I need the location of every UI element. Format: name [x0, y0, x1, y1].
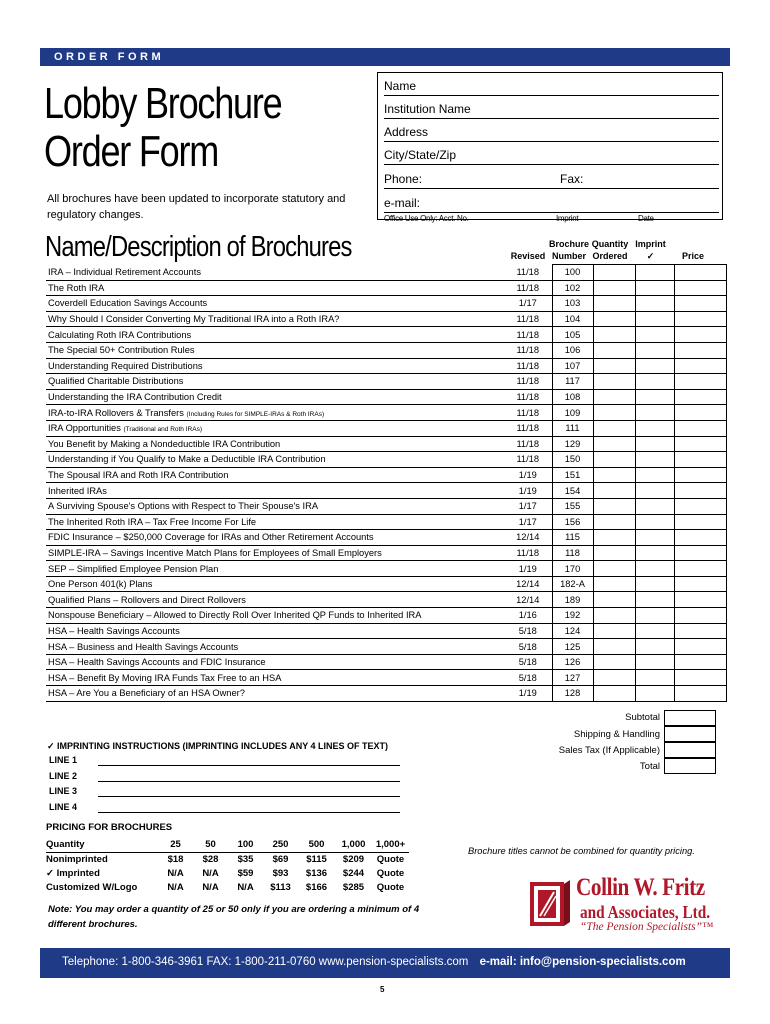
- table-row: [46, 374, 726, 390]
- price-cell[interactable]: [674, 405, 726, 421]
- logo-name-line1: Collin W. Fritz: [576, 874, 705, 901]
- brochure-number-cell: 170: [552, 561, 593, 577]
- brochure-number-cell: 115: [552, 530, 593, 546]
- revised-cell: 1/17: [504, 296, 552, 312]
- brochure-name: The Special 50+ Contribution Rules: [46, 342, 504, 358]
- price-cell[interactable]: [674, 623, 726, 639]
- contact-box: [377, 72, 723, 223]
- price-cell[interactable]: [674, 592, 726, 608]
- brochure-name: IRA-to-IRA Rollovers & Transfers (Including Rules for SIMPLE-IRAs & Roth IRAs): [46, 405, 504, 421]
- imprint-cell[interactable]: [635, 467, 674, 483]
- brochure-name: HSA – Are You a Beneficiary of an HSA Owner?: [46, 686, 504, 702]
- date-label: Date: [638, 214, 654, 223]
- imprint-line-field[interactable]: [98, 787, 400, 797]
- revised-cell: 5/18: [504, 654, 552, 670]
- price-cell[interactable]: [674, 280, 726, 296]
- table-row: [46, 670, 726, 686]
- brochure-table: [46, 264, 727, 702]
- brochure-name: HSA – Benefit By Moving IRA Funds Tax Free to an HSA: [46, 670, 504, 686]
- brochure-number-cell: 151: [552, 467, 593, 483]
- revised-cell: 12/14: [504, 576, 552, 592]
- price-cell[interactable]: [674, 389, 726, 405]
- pricing-cell: 50: [193, 838, 228, 852]
- quantity-cell[interactable]: [593, 639, 635, 655]
- brochure-number-cell: 100: [552, 265, 593, 281]
- table-row: [46, 436, 726, 452]
- brochure-number-cell: 128: [552, 686, 593, 702]
- pricing-cell: N/A: [237, 881, 254, 893]
- revised-cell: 5/18: [504, 639, 552, 655]
- pricing-cell: 100: [228, 838, 263, 852]
- imprint-label: Imprint: [556, 214, 579, 223]
- pricing-cell: $113: [270, 881, 291, 893]
- pricing-cell: $209: [342, 853, 365, 865]
- imprint-cell[interactable]: [635, 576, 674, 592]
- pricing-header-row: [46, 838, 409, 852]
- brochure-number-cell: 105: [552, 327, 593, 343]
- quantity-cell[interactable]: [593, 467, 635, 483]
- brochure-number-cell: 124: [552, 623, 593, 639]
- pricing-cell: $244: [342, 867, 365, 879]
- quantity-cell[interactable]: [593, 265, 635, 281]
- brochure-number-cell: 103: [552, 296, 593, 312]
- brochure-number-cell: 155: [552, 498, 593, 514]
- brochure-number-cell: 111: [552, 420, 593, 436]
- revised-cell: 11/18: [504, 327, 552, 343]
- title-line-2: Order Form: [44, 127, 219, 176]
- table-row: [46, 327, 726, 343]
- imprint-header: Imprint ✓: [635, 239, 666, 261]
- name-field[interactable]: Name: [384, 79, 719, 96]
- revised-cell: 1/19: [504, 483, 552, 499]
- imprinting-heading: ✓ IMPRINTING INSTRUCTIONS (IMPRINTING INCLUDES ANY 4 LINES OF TEXT): [47, 741, 389, 751]
- revised-cell: 11/18: [504, 280, 552, 296]
- imprint-line-label: LINE 3: [49, 786, 78, 796]
- brochure-number-cell: 125: [552, 639, 593, 655]
- pricing-cell: Quote: [376, 853, 405, 865]
- revised-cell: 11/18: [504, 452, 552, 468]
- brochure-number-cell: 154: [552, 483, 593, 499]
- price-cell[interactable]: [674, 576, 726, 592]
- brochure-name: Calculating Roth IRA Contributions: [46, 327, 504, 343]
- table-row: [46, 608, 726, 624]
- imprint-cell[interactable]: [635, 452, 674, 468]
- quantity-cell[interactable]: [593, 545, 635, 561]
- imprint-line-label: LINE 4: [49, 801, 78, 812]
- brochure-name: Qualified Charitable Distributions: [46, 374, 504, 390]
- footer-contact: Telephone: 1-800-346-3961 FAX: 1-800-211-0760 www.pension-specialists.com: [62, 956, 469, 968]
- imprint-line-field[interactable]: [98, 756, 400, 766]
- phone-label: Phone:: [384, 172, 423, 186]
- quantity-cell[interactable]: [593, 576, 635, 592]
- table-row: [46, 358, 726, 374]
- revised-cell: 11/18: [504, 436, 552, 452]
- table-row: [46, 265, 726, 281]
- price-cell[interactable]: [674, 374, 726, 390]
- brochure-name: Why Should I Consider Converting My Traditional IRA into a Roth IRA?: [46, 311, 504, 327]
- pricing-cell: 250: [263, 838, 298, 852]
- pricing-cell: Quantity: [46, 838, 158, 852]
- brochure-number-cell: 107: [552, 358, 593, 374]
- revised-cell: 11/18: [504, 311, 552, 327]
- price-cell[interactable]: [674, 342, 726, 358]
- price-cell[interactable]: [674, 686, 726, 702]
- revised-cell: 1/16: [504, 608, 552, 624]
- revised-cell: 1/19: [504, 561, 552, 577]
- imprint-cell[interactable]: [635, 670, 674, 686]
- quantity-cell[interactable]: [593, 561, 635, 577]
- shipping-label: Shipping & Handling: [573, 729, 660, 740]
- imprint-cell[interactable]: [635, 311, 674, 327]
- price-cell[interactable]: [674, 327, 726, 343]
- minimum-note: Note: You may order a quantity of 25 or 50 only if you are ordering a minimum of 4 different brochures.: [48, 904, 420, 930]
- quantity-cell[interactable]: [593, 311, 635, 327]
- revised-cell: 12/14: [504, 530, 552, 546]
- pricing-row: [46, 866, 409, 880]
- imprint-cell[interactable]: [635, 483, 674, 499]
- brochure-name: Inherited IRAs: [46, 483, 504, 499]
- revised-cell: 1/17: [504, 498, 552, 514]
- revised-cell: 1/19: [504, 686, 552, 702]
- price-cell[interactable]: [674, 483, 726, 499]
- pricing-cell: $28: [202, 853, 219, 865]
- pricing-cell: 25: [158, 838, 193, 852]
- price-cell[interactable]: [674, 436, 726, 452]
- table-row: [46, 639, 726, 655]
- brochure-name: The Roth IRA: [46, 280, 504, 296]
- table-row: [46, 405, 726, 421]
- brochure-note: (Including Rules for SIMPLE-IRAs & Roth IRAs): [186, 410, 325, 418]
- brochure-name: Qualified Plans – Rollovers and Direct Rollovers: [46, 592, 504, 608]
- imprint-cell[interactable]: [635, 654, 674, 670]
- footer-email[interactable]: e-mail: info@pension-specialists.com: [479, 956, 686, 968]
- quantity-cell[interactable]: [593, 452, 635, 468]
- pricing-cell: $35: [237, 853, 254, 865]
- quantity-cell[interactable]: [593, 623, 635, 639]
- imprint-cell[interactable]: [635, 608, 674, 624]
- revised-cell: 11/18: [504, 374, 552, 390]
- intro-text: All brochures have been updated to incorporate statutory and regulatory changes.: [47, 193, 346, 221]
- brochure-number-cell: 189: [552, 592, 593, 608]
- brochure-name: You Benefit by Making a Nondeductible IRA Contribution: [46, 436, 504, 452]
- brochure-name: Understanding Required Distributions: [46, 358, 504, 374]
- brochure-name: HSA – Health Savings Accounts and FDIC Insurance: [46, 654, 504, 670]
- pricing-table: [46, 838, 409, 894]
- imprint-cell[interactable]: [635, 623, 674, 639]
- pricing-cell: N/A: [202, 881, 219, 893]
- imprint-cell[interactable]: [635, 545, 674, 561]
- brochure-number-cell: 156: [552, 514, 593, 530]
- brochure-number-cell: 118: [552, 545, 593, 561]
- quantity-cell[interactable]: [593, 483, 635, 499]
- brochure-name: SEP – Simplified Employee Pension Plan: [46, 561, 504, 577]
- price-cell[interactable]: [674, 530, 726, 546]
- pricing-cell: Quote: [376, 867, 405, 879]
- revised-cell: 11/18: [504, 405, 552, 421]
- quantity-cell[interactable]: [593, 405, 635, 421]
- imprint-cell[interactable]: [635, 374, 674, 390]
- brochure-number-cell: 129: [552, 436, 593, 452]
- tax-box[interactable]: [664, 742, 716, 758]
- imprint-line-field[interactable]: [98, 772, 400, 782]
- table-row: [46, 592, 726, 608]
- email-field[interactable]: e-mail:: [384, 196, 719, 213]
- quantity-ordered-header: Quantity Ordered: [591, 239, 629, 261]
- pricing-cell: $69: [272, 853, 289, 865]
- pricing-cell: $18: [167, 853, 184, 865]
- table-row: [46, 342, 726, 358]
- revised-cell: 11/18: [504, 265, 552, 281]
- quantity-cell[interactable]: [593, 436, 635, 452]
- imprint-line-label: LINE 2: [49, 770, 78, 781]
- imprint-cell[interactable]: [635, 530, 674, 546]
- imprint-cell[interactable]: [635, 686, 674, 702]
- pricing-cell: ✓ Imprinted: [46, 867, 100, 879]
- total-label: Total: [639, 761, 660, 772]
- quantity-cell[interactable]: [593, 686, 635, 702]
- footer-bar: [40, 948, 730, 978]
- brochure-number-cell: 102: [552, 280, 593, 296]
- price-cell[interactable]: [674, 498, 726, 514]
- imprint-cell[interactable]: [635, 561, 674, 577]
- pricing-row: [46, 852, 409, 866]
- pricing-cell: Customized W/Logo: [46, 881, 138, 893]
- table-row: [46, 561, 726, 577]
- brochure-number-header: Brochure Number: [548, 239, 589, 261]
- brochure-number-cell: 127: [552, 670, 593, 686]
- pricing-cell: $285: [342, 881, 365, 893]
- section-title: Name/Description of Brochures: [45, 231, 352, 263]
- brochure-name: Nonspouse Beneficiary – Allowed to Directly Roll Over Inherited QP Funds to Inherited IRA: [46, 608, 504, 624]
- revised-cell: 11/18: [504, 358, 552, 374]
- imprint-cell[interactable]: [635, 358, 674, 374]
- imprint-cell[interactable]: [635, 405, 674, 421]
- pricing-cell: Nonimprinted: [46, 853, 108, 865]
- price-cell[interactable]: [674, 467, 726, 483]
- table-row: [46, 452, 726, 468]
- quantity-cell[interactable]: [593, 342, 635, 358]
- brochure-number-cell: 108: [552, 389, 593, 405]
- revised-cell: 5/18: [504, 670, 552, 686]
- brochure-name: IRA Opportunities (Traditional and Roth IRAs): [46, 420, 504, 436]
- price-cell[interactable]: [674, 639, 726, 655]
- quantity-cell[interactable]: [593, 498, 635, 514]
- imprint-cell[interactable]: [635, 420, 674, 436]
- pricing-cell: $166: [305, 881, 328, 893]
- quantity-cell[interactable]: [593, 670, 635, 686]
- revised-cell: 12/14: [504, 592, 552, 608]
- pricing-cell: N/A: [202, 867, 219, 879]
- combine-note: Brochure titles cannot be combined for quantity pricing.: [468, 846, 695, 856]
- brochure-number-cell: 126: [552, 654, 593, 670]
- imprint-line-field[interactable]: [98, 803, 400, 813]
- imprint-cell[interactable]: [635, 436, 674, 452]
- revised-cell: 11/18: [504, 342, 552, 358]
- price-cell[interactable]: [674, 265, 726, 281]
- brochure-name: Coverdell Education Savings Accounts: [46, 296, 504, 312]
- title-line-1: Lobby Brochure: [44, 79, 282, 128]
- pricing-cell: N/A: [167, 881, 184, 893]
- brochure-number-cell: 150: [552, 452, 593, 468]
- table-row: [46, 311, 726, 327]
- price-cell[interactable]: [674, 561, 726, 577]
- table-row: [46, 389, 726, 405]
- price-cell[interactable]: [674, 670, 726, 686]
- revised-cell: 1/17: [504, 514, 552, 530]
- table-row: [46, 296, 726, 312]
- brochure-name: The Spousal IRA and Roth IRA Contribution: [46, 467, 504, 483]
- pricing-row: [46, 880, 409, 894]
- pricing-cell: $115: [306, 853, 327, 865]
- brochure-name: One Person 401(k) Plans: [46, 576, 504, 592]
- imprint-cell[interactable]: [635, 265, 674, 281]
- quantity-cell[interactable]: [593, 374, 635, 390]
- brochure-number-cell: 117: [552, 374, 593, 390]
- revised-cell: 11/18: [504, 420, 552, 436]
- price-cell[interactable]: [674, 514, 726, 530]
- brochure-number-cell: 192: [552, 608, 593, 624]
- brochure-number-cell: 104: [552, 311, 593, 327]
- tax-label: Sales Tax (If Applicable): [558, 745, 660, 756]
- brochure-number-cell: 182-A: [552, 576, 593, 592]
- header-label: ORDER FORM: [54, 51, 165, 63]
- imprint-cell[interactable]: [635, 296, 674, 312]
- price-cell[interactable]: [674, 654, 726, 670]
- company-logo: [528, 876, 723, 936]
- brochure-name: IRA – Individual Retirement Accounts: [46, 265, 504, 281]
- quantity-cell[interactable]: [593, 608, 635, 624]
- table-row: [46, 514, 726, 530]
- city-field[interactable]: City/State/Zip: [384, 148, 719, 165]
- quantity-cell[interactable]: [593, 389, 635, 405]
- quantity-cell[interactable]: [593, 592, 635, 608]
- imprint-cell[interactable]: [635, 639, 674, 655]
- table-row: [46, 576, 726, 592]
- total-box[interactable]: [664, 758, 716, 774]
- pricing-cell: 1,000: [335, 838, 372, 852]
- imprint-cell[interactable]: [635, 342, 674, 358]
- brochure-name: HSA – Business and Health Savings Accounts: [46, 639, 504, 655]
- fax-label: Fax:: [560, 172, 584, 186]
- shipping-box[interactable]: [664, 726, 716, 742]
- pricing-heading: PRICING FOR BROCHURES: [46, 822, 173, 833]
- table-row: [46, 467, 726, 483]
- imprint-cell[interactable]: [635, 327, 674, 343]
- revised-cell: 5/18: [504, 623, 552, 639]
- table-row: [46, 686, 726, 702]
- pricing-cell: $59: [237, 867, 254, 879]
- pricing-cell: $136: [305, 867, 328, 879]
- table-row: [46, 280, 726, 296]
- subtotal-label: Subtotal: [625, 712, 660, 723]
- price-cell[interactable]: [674, 452, 726, 468]
- table-row: [46, 483, 726, 499]
- header-bar: [40, 48, 730, 66]
- logo-name-line2: and Associates, Ltd.: [580, 902, 711, 922]
- brochure-note: (Traditional and Roth IRAs): [123, 426, 202, 434]
- phone-fax-row[interactable]: [384, 172, 719, 189]
- revised-cell: 11/18: [504, 545, 552, 561]
- office-use-label: Office Use Only: Acct. No.: [384, 214, 469, 223]
- logo-tagline: “The Pension Specialists”™: [580, 921, 714, 933]
- revised-cell: 1/19: [504, 467, 552, 483]
- price-cell[interactable]: [674, 420, 726, 436]
- table-row: [46, 530, 726, 546]
- subtotal-box[interactable]: [664, 710, 716, 726]
- quantity-cell[interactable]: [593, 296, 635, 312]
- revised-header: Revised: [510, 251, 546, 261]
- table-row: [46, 545, 726, 561]
- table-row: [46, 420, 726, 436]
- price-cell[interactable]: [674, 296, 726, 312]
- price-cell[interactable]: [674, 608, 726, 624]
- pricing-cell: 500: [298, 838, 335, 852]
- imprint-line-label: LINE 1: [49, 755, 78, 765]
- price-cell[interactable]: [674, 545, 726, 561]
- table-row: [46, 623, 726, 639]
- page-number: 5: [380, 985, 385, 994]
- imprint-cell[interactable]: [635, 280, 674, 296]
- quantity-cell[interactable]: [593, 280, 635, 296]
- brochure-number-cell: 106: [552, 342, 593, 358]
- imprint-cell[interactable]: [635, 592, 674, 608]
- imprint-cell[interactable]: [635, 389, 674, 405]
- brochure-number-cell: 109: [552, 405, 593, 421]
- quantity-cell[interactable]: [593, 654, 635, 670]
- brochure-name: The Inherited Roth IRA – Tax Free Income For Life: [46, 514, 504, 530]
- brochure-name: Understanding the IRA Contribution Credit: [46, 389, 504, 405]
- brochure-name: FDIC Insurance – $250,000 Coverage for IRAs and Other Retirement Accounts: [46, 530, 504, 546]
- quantity-cell[interactable]: [593, 514, 635, 530]
- pricing-cell: N/A: [167, 867, 184, 879]
- price-cell[interactable]: [674, 311, 726, 327]
- imprint-cell[interactable]: [635, 514, 674, 530]
- imprint-cell[interactable]: [635, 498, 674, 514]
- price-cell[interactable]: [674, 358, 726, 374]
- table-row: [46, 498, 726, 514]
- pricing-cell: $93: [272, 867, 289, 879]
- brochure-name: HSA – Health Savings Accounts: [46, 623, 504, 639]
- quantity-cell[interactable]: [593, 358, 635, 374]
- page-title: [44, 80, 282, 176]
- table-row: [46, 654, 726, 670]
- quantity-cell[interactable]: [593, 530, 635, 546]
- quantity-cell[interactable]: [593, 420, 635, 436]
- price-header: Price: [681, 251, 705, 261]
- brochure-name: SIMPLE-IRA – Savings Incentive Match Plans for Employees of Small Employers: [46, 545, 504, 561]
- brochure-name: A Surviving Spouse's Options with Respect to Their Spouse's IRA: [46, 498, 504, 514]
- address-field[interactable]: Address: [384, 125, 719, 142]
- institution-field[interactable]: Institution Name: [384, 102, 719, 119]
- logo-mark-icon: [528, 878, 572, 930]
- brochure-name: Understanding if You Qualify to Make a Deductible IRA Contribution: [46, 452, 504, 468]
- quantity-cell[interactable]: [593, 327, 635, 343]
- pricing-cell: 1,000+: [372, 838, 409, 852]
- pricing-cell: Quote: [376, 881, 405, 893]
- revised-cell: 11/18: [504, 389, 552, 405]
